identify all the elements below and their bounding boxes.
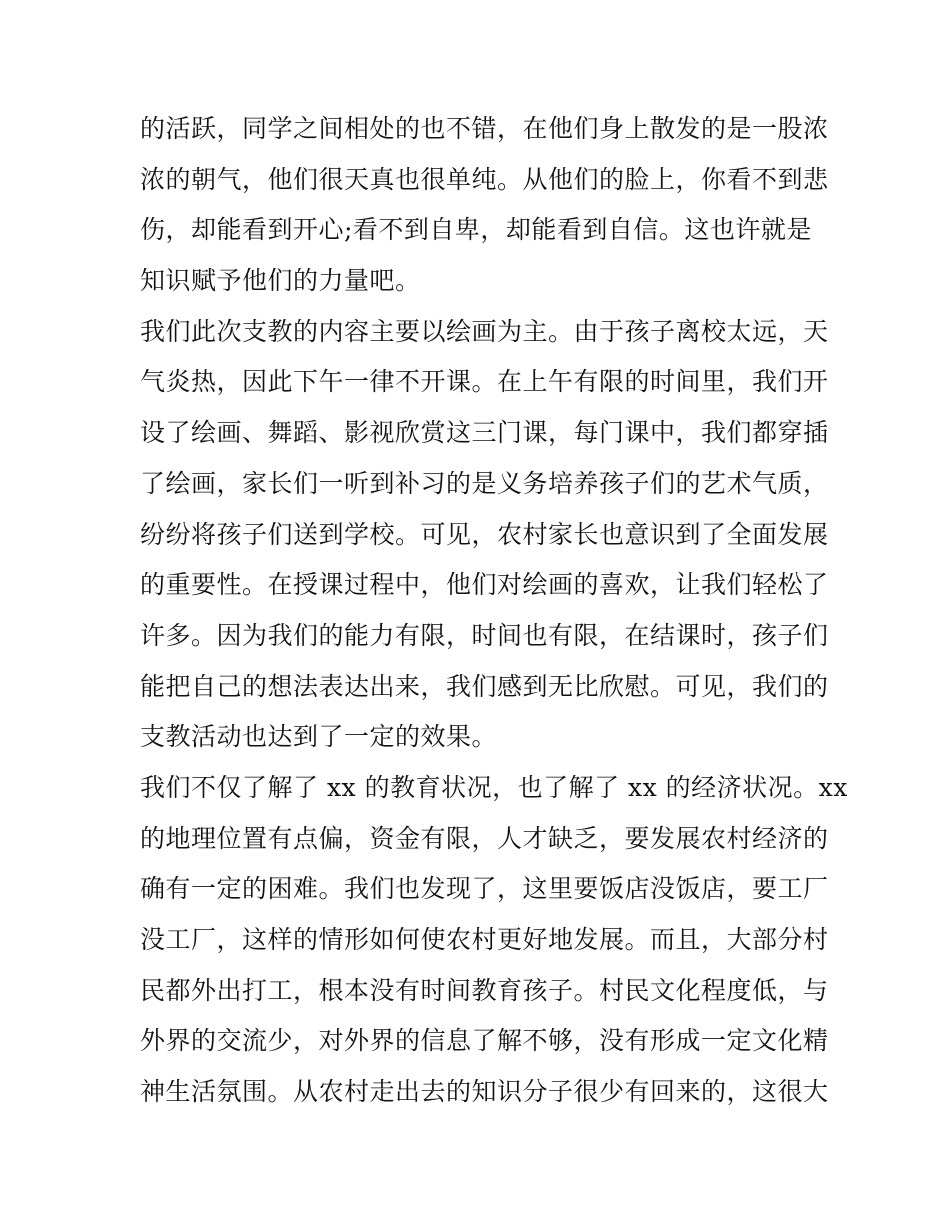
text-line: 支教活动也达到了一定的效果。 — [140, 722, 498, 752]
text-line: 了绘画，家长们一听到补习的是义务培养孩子们的艺术气质， — [140, 468, 829, 498]
text-line: 神生活氛围。从农村走出去的知识分子很少有回来的，这很大 — [140, 1077, 829, 1107]
text-line: 民都外出打工，根本没有时间教育孩子。村民文化程度低，与 — [140, 975, 829, 1005]
text-line: 浓的朝气，他们很天真也很单纯。从他们的脸上，你看不到悲 — [140, 164, 829, 194]
text-line: 我们此次支教的内容主要以绘画为主。由于孩子离校太远，天 — [140, 316, 829, 346]
text-line: 纷纷将孩子们送到学校。可见，农村家长也意识到了全面发展 — [140, 519, 829, 549]
text-line: 能把自己的想法表达出来，我们感到无比欣慰。可见，我们的 — [140, 671, 829, 701]
text-line: 我们不仅了解了 xx 的教育状况，也了解了 xx 的经济状况。xx — [140, 772, 848, 802]
text-line: 外界的交流少，对外界的信息了解不够，没有形成一定文化精 — [140, 1026, 829, 1056]
text-line: 没工厂，这样的情形如何使农村更好地发展。而且，大部分村 — [140, 925, 829, 954]
text-line: 确有一定的困难。我们也发现了，这里要饭店没饭店，要工厂 — [140, 874, 829, 904]
text-line: 知识赋予他们的力量吧。 — [140, 266, 421, 296]
document-body — [140, 104, 848, 1118]
text-line: 许多。因为我们的能力有限，时间也有限，在结课时，孩子们 — [140, 620, 829, 650]
text-line: 伤，却能看到开心;看不到自卑，却能看到自信。这也许就是 — [140, 215, 812, 245]
text-line: 气炎热，因此下午一律不开课。在上午有限的时间里，我们开 — [140, 367, 829, 397]
text-line: 的活跃，同学之间相处的也不错，在他们身上散发的是一股浓 — [140, 114, 829, 143]
text-line: 的地理位置有点偏，资金有限，人才缺乏，要发展农村经济的 — [140, 823, 829, 853]
text-line: 设了绘画、舞蹈、影视欣赏这三门课，每门课中，我们都穿插 — [140, 418, 829, 448]
text-line: 的重要性。在授课过程中，他们对绘画的喜欢，让我们轻松了 — [140, 570, 829, 600]
